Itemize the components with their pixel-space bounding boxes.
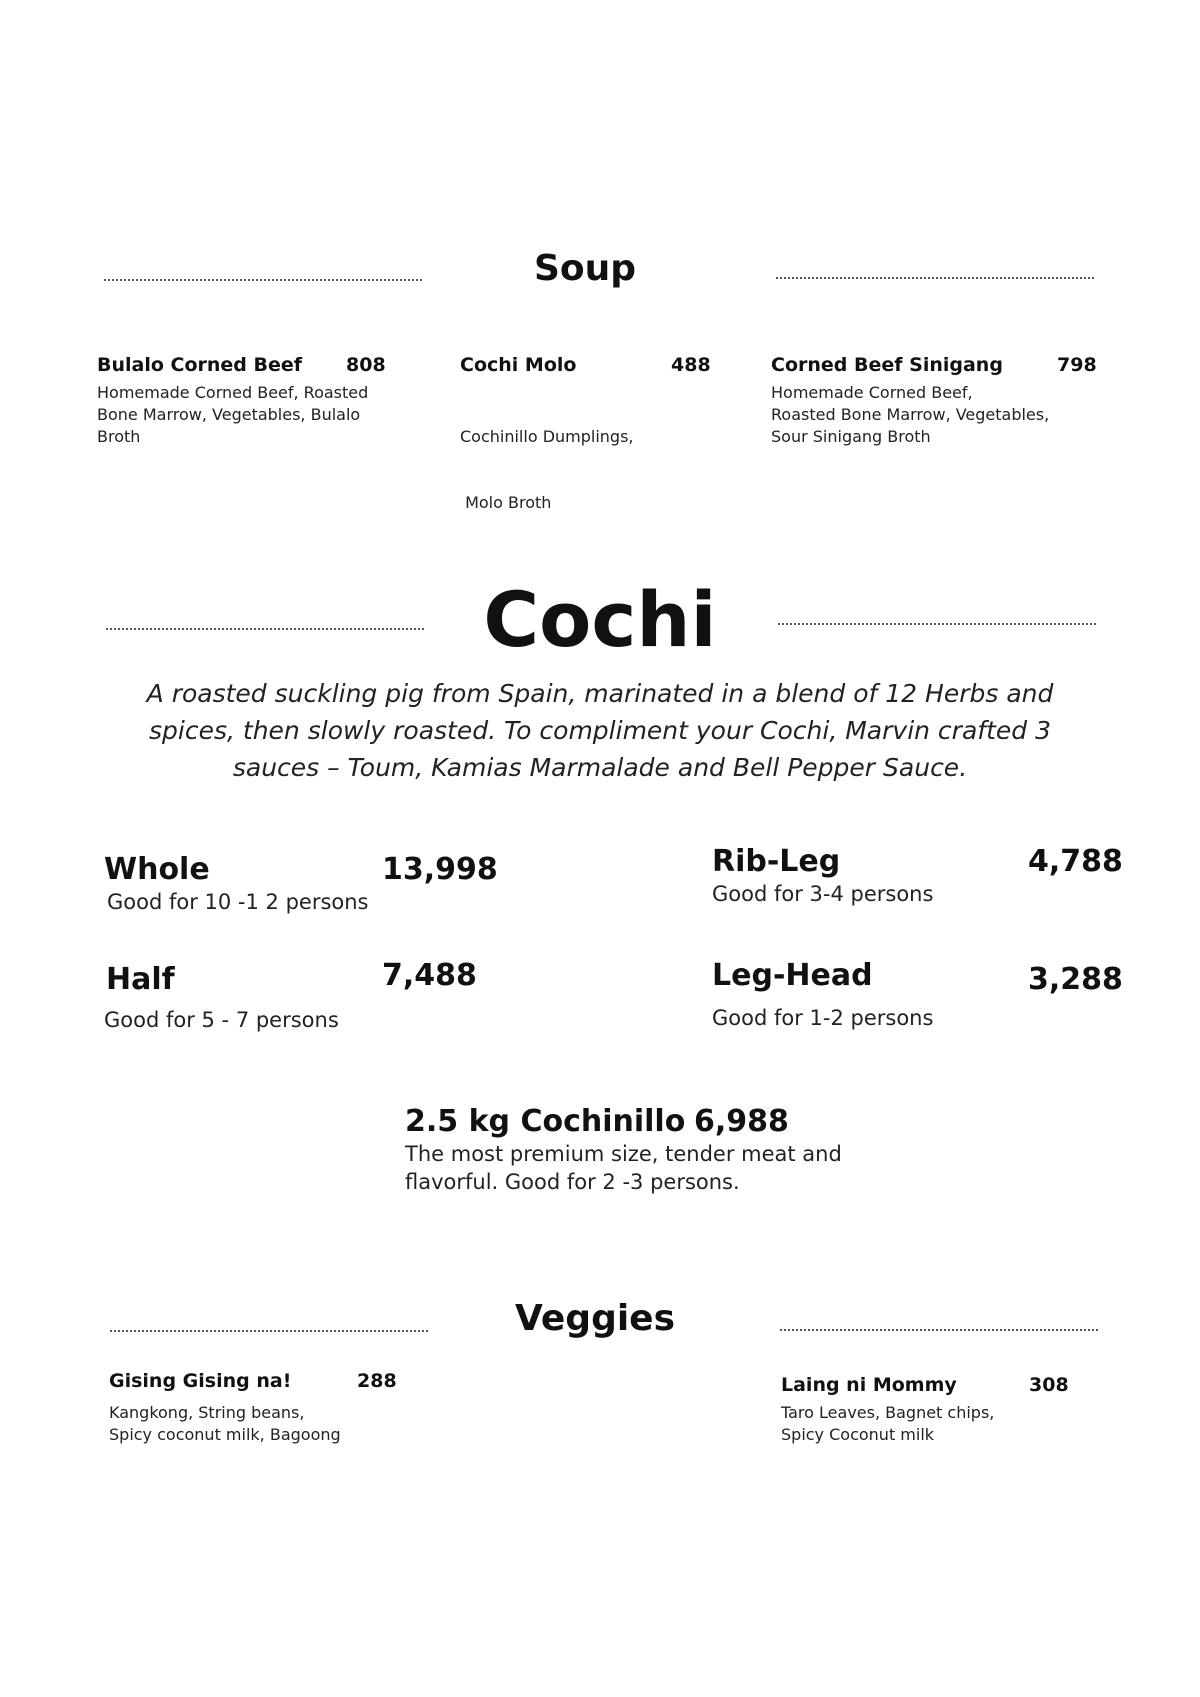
veggies-rule-right xyxy=(780,1329,1098,1331)
item-description: The most premium size, tender meat and flavorful. Good for 2 -3 persons. xyxy=(405,1142,842,1194)
soup-title: Soup xyxy=(533,248,637,289)
item-name: Gising Gising na! xyxy=(109,1370,292,1392)
item-name: Laing ni Mommy xyxy=(781,1374,957,1396)
item-description: Taro Leaves, Bagnet chips, Spicy Coconut milk xyxy=(781,1403,995,1444)
soup-rule-left xyxy=(104,279,422,281)
item-price: 808 xyxy=(346,354,386,376)
item-name: Bulalo Corned Beef xyxy=(97,354,303,376)
item-description: Good for 3-4 persons xyxy=(712,882,934,906)
soup-rule-right xyxy=(776,277,1094,279)
item-price: 13,998 xyxy=(382,852,498,887)
item-description: Homemade Corned Beef, Roasted Bone Marrow, Vegetables, Bulalo Broth xyxy=(97,383,369,446)
cochi-rule-left xyxy=(106,628,424,630)
veggies-rule-left xyxy=(110,1330,428,1332)
item-price: 3,288 xyxy=(1028,962,1123,997)
item-name: 2.5 kg Cochinillo xyxy=(405,1104,686,1139)
item-description: Homemade Corned Beef, Roasted Bone Marrow, Vegetables, Sour Sinigang Broth xyxy=(771,383,1050,446)
item-name: Cochi Molo xyxy=(460,354,577,376)
item-name: Corned Beef Sinigang xyxy=(771,354,1003,376)
item-price: 288 xyxy=(357,1370,397,1392)
item-name: Leg-Head xyxy=(712,958,873,993)
cochi-rule-right xyxy=(778,623,1096,625)
item-price: 4,788 xyxy=(1028,844,1123,879)
item-description: Good for 10 -1 2 persons xyxy=(107,890,369,914)
item-price: 7,488 xyxy=(382,958,477,993)
item-price: 488 xyxy=(671,354,711,376)
item-name: Rib-Leg xyxy=(712,844,841,879)
veggies-title: Veggies xyxy=(514,1298,676,1339)
cochi-title: Cochi xyxy=(483,575,717,664)
item-price: 308 xyxy=(1029,1374,1069,1396)
item-description: Kangkong, String beans, Spicy coconut milk, Bagoong xyxy=(109,1403,341,1444)
cochi-intro: A roasted suckling pig from Spain, marinated in a blend of 12 Herbs and spices, then slowly roasted. To compliment your Cochi, Marvin crafted 3 sauces – Toum, Kamias Marmalade and Bell Pepper Sauce. xyxy=(146,679,1054,782)
item-name: Whole xyxy=(104,852,210,887)
item-description: Good for 1-2 persons xyxy=(712,1006,934,1030)
item-price: 6,988 xyxy=(694,1104,789,1139)
item-price: 798 xyxy=(1057,354,1097,376)
item-description: Cochinillo Dumplings, Molo Broth xyxy=(460,427,634,512)
item-name: Half xyxy=(106,962,175,997)
item-description: Good for 5 - 7 persons xyxy=(104,1008,339,1032)
